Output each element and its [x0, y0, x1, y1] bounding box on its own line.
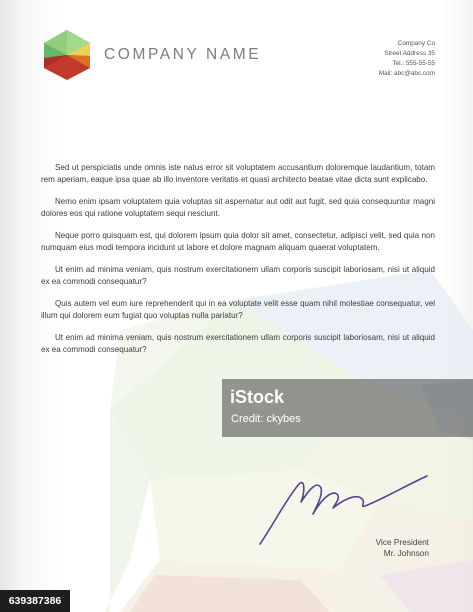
letter-paragraph: Nemo enim ipsam voluptatem quia voluptas sit aspernatur aut odit aut fugit, sed quia consequuntur magni dolores eos qui ratione voluptatem sequi nesciunt.	[41, 197, 435, 218]
signer-name: Mr. Johnson	[383, 548, 429, 558]
letter-paragraph: Sed ut perspiciatis unde omnis iste natus error sit voluptatem accusantium doloremque laudantium, totam rem aperiam, eaque ipsa quae ab illo inventore veritatis et quasi architecto beatae vitae dicta sunt explicabo.	[41, 163, 435, 184]
letter-paragraph: Ut enim ad minima veniam, quis nostrum exercitationem ullam corporis suscipit laboriosam, nisi ut aliquid ex ea commodi consequatur?	[41, 265, 435, 286]
contact-phone: Tel.: 555-55-55	[392, 60, 435, 67]
signer-block	[376, 537, 429, 559]
letter-paragraph: Ut enim ad minima veniam, quis nostrum exercitationem ullam corporis suscipit laboriosam, nisi ut aliquid ex ea commodi consequatur?	[41, 333, 435, 354]
company-hexagon-logo	[41, 28, 93, 82]
company-contact-block	[379, 39, 435, 79]
letter-body	[41, 162, 435, 366]
letter-paragraph: Neque porro quisquam est, qui dolorem ipsum quia dolor sit amet, consectetur, adipisci velit, sed quia non numquam eius modi tempora incidunt ut labore et dolore magnam aliquam quaerat voluptatem.	[41, 231, 435, 252]
contact-address: Street Address 35	[384, 50, 435, 57]
stock-watermark-credit: Credit: ckybes	[231, 413, 301, 425]
stock-image-id-badge: 639387386	[0, 590, 70, 612]
letter-paragraph: Quis autem vel eum iure reprehenderit qui in ea voluptate velit esse quam nihil molestiae consequatur, vel illum qui dolorem eum fugiat quo voluptas nulla pariatur?	[41, 299, 435, 320]
company-name: COMPANY NAME	[104, 46, 262, 63]
contact-email: Mail: abc@abc.com	[378, 70, 435, 77]
contact-company: Company Co	[397, 40, 435, 47]
signer-title: Vice President	[375, 537, 429, 547]
stock-watermark-brand: iStock	[230, 387, 285, 407]
